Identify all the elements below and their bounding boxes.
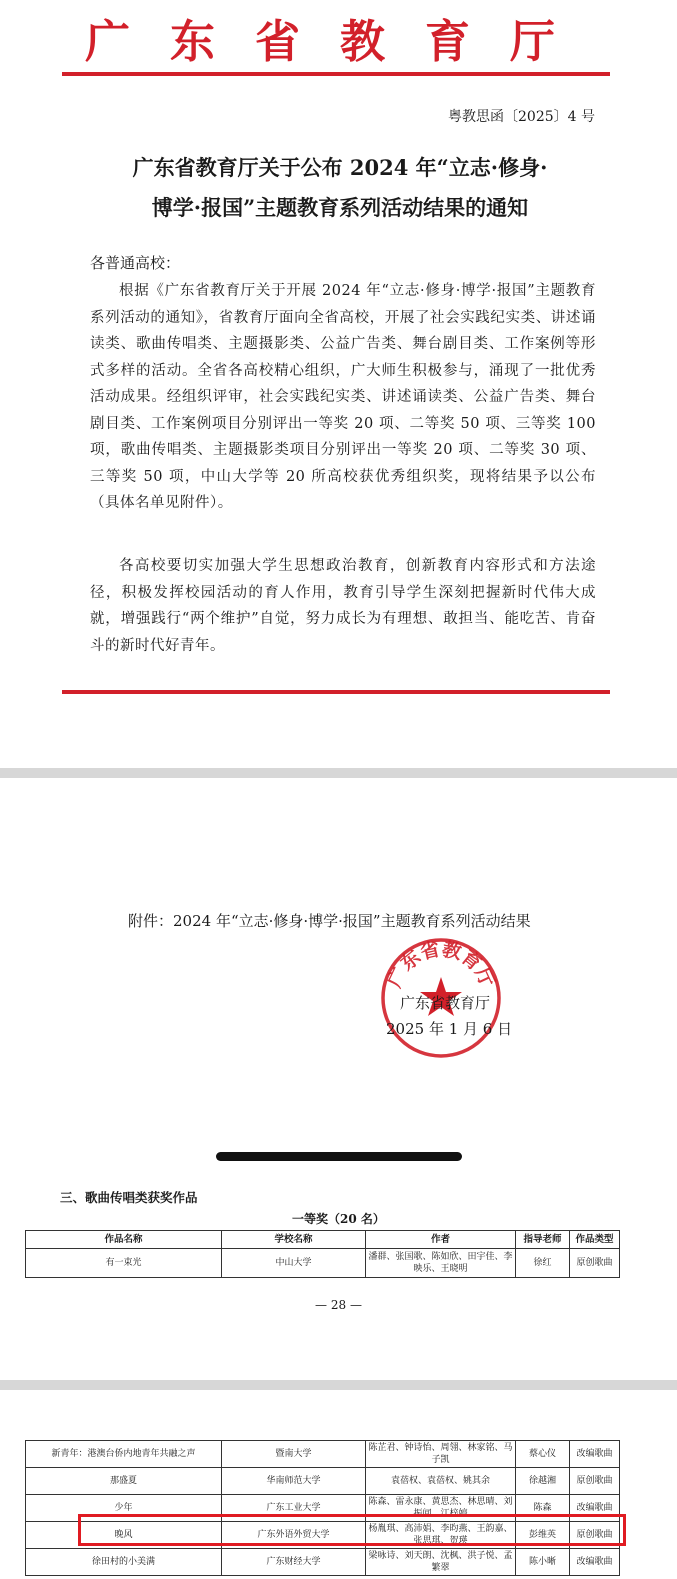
work-title: 新青年：港澳台侨内地青年共融之声 — [26, 1441, 222, 1468]
signature-page — [0, 778, 677, 1180]
authors: 陈森、雷永康、黄思杰、林思晴、刘振闻、江梓婷 — [366, 1495, 516, 1522]
work-type: 原创歌曲 — [570, 1522, 620, 1549]
letterhead-title: 广东省教育厅 — [84, 15, 595, 68]
column-header: 学校名称 — [222, 1231, 366, 1249]
document-title-line: 广东省教育厅关于公布 2024 年“立志·修身· — [132, 155, 548, 180]
awards-table-continued — [25, 1440, 620, 1576]
page-number: — 28 — — [315, 1298, 362, 1312]
teacher: 陈森 — [516, 1495, 570, 1522]
work-type: 改编歌曲 — [570, 1441, 620, 1468]
awards-table — [25, 1230, 620, 1278]
teacher: 彭维英 — [516, 1522, 570, 1549]
work-type: 原创歌曲 — [570, 1468, 620, 1495]
prize-heading: 一等奖（20 名） — [292, 1212, 385, 1226]
body-paragraph: 根据《广东省教育厅关于开展 2024 年“立志·修身·博学·报国”主题教育系列活动的通知》，省教育厅面向全省高校，开展了社会实践纪实类、讲述诵读类、歌曲传唱类、主题摄影类、公益广告类、舞台剧目类、工作案例等形式多样的活动。全省各高校精心组织，广大师生积极参与，涌现了一批优秀活动成果。经组织评审，社会实践纪实类、讲述诵读类、公益广告类、舞台剧目类、工作案例项目分别评出一等奖 20 项、二等奖 50 项、三等奖 100 项，歌曲传唱类、主题摄影类项目分别评出一等奖 20 项、二等奖 30 项、三等奖 50 项，中山大学等 20 所高校获优秀组织奖，现将结果予以公布（具体名单见附件）。 — [90, 283, 596, 511]
table-row — [26, 1441, 620, 1468]
column-header: 指导老师 — [516, 1231, 570, 1249]
salutation: 各普通高校： — [90, 254, 181, 272]
authors: 袁蓓权、袁蓓权、姚其余 — [366, 1468, 516, 1495]
work-type: 改编歌曲 — [570, 1549, 620, 1576]
school-name: 暨南大学 — [222, 1441, 366, 1468]
authors: 梁咏诗、刘天朗、沈枫、洪子悦、孟繁翠 — [366, 1549, 516, 1576]
table-row — [26, 1468, 620, 1495]
page-divider — [0, 768, 677, 778]
column-header: 作者 — [366, 1231, 516, 1249]
work-type: 改编歌曲 — [570, 1495, 620, 1522]
column-header: 作品名称 — [26, 1231, 222, 1249]
work-title: 晚风 — [26, 1522, 222, 1549]
school-name: 中山大学 — [222, 1249, 366, 1278]
school-name: 广东财经大学 — [222, 1549, 366, 1576]
table-row — [26, 1249, 620, 1278]
letterhead-rule — [62, 72, 610, 76]
school-name: 广东工业大学 — [222, 1495, 366, 1522]
teacher: 陈小晰 — [516, 1549, 570, 1576]
work-title: 徐田村的小美满 — [26, 1549, 222, 1576]
authors: 潘群、张国歌、陈如欣、田宇佳、李映乐、王晓明 — [366, 1249, 516, 1278]
body-paragraph: 各高校要切实加强大学生思想政治教育，创新教育内容形式和方法途径，积极发挥校园活动的育人作用，教育引导学生深刻把握新时代伟大成就，增强践行“两个维护”自觉，努力成长为有理想、敢担当、能吃苦、肯奋斗的新时代好青年。 — [90, 558, 596, 654]
school-name: 华南师范大学 — [222, 1468, 366, 1495]
table-row — [26, 1549, 620, 1576]
work-title: 有一束光 — [26, 1249, 222, 1278]
page-divider — [0, 1380, 677, 1390]
attachment-line: 附件：2024 年“立志·修身·博学·报国”主题教育系列活动结果 — [128, 912, 531, 930]
work-title: 那盛夏 — [26, 1468, 222, 1495]
table-header-row — [26, 1231, 620, 1249]
teacher: 徐越湘 — [516, 1468, 570, 1495]
highlight-box — [78, 1514, 626, 1546]
column-header: 作品类型 — [570, 1231, 620, 1249]
document-number: 粤教思函〔2025〕4 号 — [448, 109, 595, 125]
work-type: 原创歌曲 — [570, 1249, 620, 1278]
issuer-name: 广东省教育厅 — [400, 994, 491, 1012]
authors: 陈芷君、钟诗怡、周翎、林家铭、马子凯 — [366, 1441, 516, 1468]
home-indicator — [216, 1152, 462, 1161]
footer-rule — [62, 690, 610, 694]
document-title — [90, 148, 590, 228]
section-heading: 三、歌曲传唱类获奖作品 — [60, 1190, 198, 1205]
seal-text: 广东省教育厅 — [383, 938, 499, 991]
issue-date: 2025 年 1 月 6 日 — [386, 1020, 513, 1038]
school-name: 广东外语外贸大学 — [222, 1522, 366, 1549]
teacher: 徐红 — [516, 1249, 570, 1278]
work-title: 少年 — [26, 1495, 222, 1522]
document-title-line: 博学·报国”主题教育系列活动结果的通知 — [151, 195, 529, 220]
authors: 杨胤琪、高沛娟、李昀燕、王韵嘉、张思琪、贺瑛 — [366, 1522, 516, 1549]
teacher: 蔡心仪 — [516, 1441, 570, 1468]
